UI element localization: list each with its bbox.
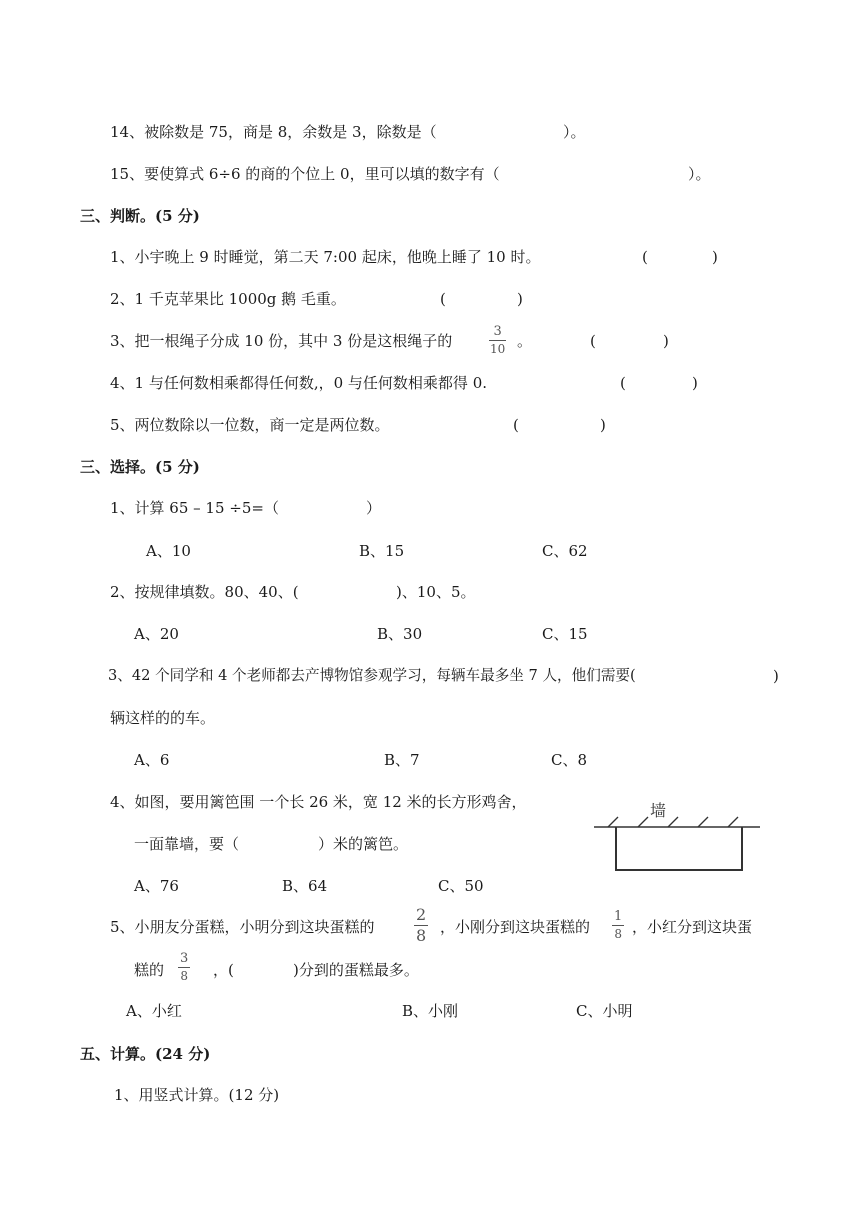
judge-q2-text: 2、1 千克苹果比 1000g 鹅 毛重。 xyxy=(110,290,346,308)
judge-q3-end: 。 xyxy=(517,332,533,350)
wall-hatch xyxy=(728,817,738,827)
judge-q5-paren-close: ) xyxy=(600,416,606,434)
fraction-denominator: 8 xyxy=(614,927,622,941)
choice-q4-option-a: A、76 xyxy=(134,877,179,895)
wall-hatch xyxy=(668,817,678,827)
choice-q2-text: 2、按规律填数。80、40、( xyxy=(110,583,299,601)
judge-q4-paren-close: ) xyxy=(692,374,698,392)
choice-q5-option-c: C、小明 xyxy=(576,1002,633,1020)
fraction-numerator: 3 xyxy=(493,324,502,339)
fraction-1-8 xyxy=(612,910,624,940)
wall-hatch xyxy=(698,817,708,827)
judge-q1-text: 1、小宇晚上 9 时睡觉，第二天 7:00 起床，他晚上睡了 10 时。 xyxy=(110,248,541,266)
fraction-bar xyxy=(612,925,624,926)
judge-q2-paren-open: ( xyxy=(440,290,446,308)
q15-close: ）。 xyxy=(688,165,711,183)
choice-q2-rest: )、10、5。 xyxy=(396,583,476,601)
choice-q2-option-a: A、20 xyxy=(134,625,179,643)
judge-q3-text: 3、把一根绳子分成 10 份，其中 3 份是这根绳子的 xyxy=(110,332,453,350)
calc-q1: 1、用竖式计算。(12 分) xyxy=(114,1086,280,1104)
q14-close: ）。 xyxy=(563,123,586,141)
wall-label: 墙 xyxy=(650,801,667,820)
choice-q3-close: ) xyxy=(773,667,779,685)
judge-q1-paren-open: ( xyxy=(642,248,648,266)
fraction-denominator: 10 xyxy=(490,342,506,356)
judge-q1-paren-close: ) xyxy=(712,248,718,266)
choice-q4-line2b: ）米的篱笆。 xyxy=(318,835,409,853)
fraction-numerator: 1 xyxy=(614,909,623,924)
calc-heading: 五、计算。(24 分) xyxy=(80,1045,211,1063)
judge-q2-paren-close: ) xyxy=(517,290,523,308)
choice-q3-line2: 辆这样的的车。 xyxy=(110,709,216,727)
fence-rectangle xyxy=(616,827,742,870)
choice-q3-option-b: B、7 xyxy=(384,751,420,769)
fraction-denominator: 8 xyxy=(180,969,188,983)
choice-q1-option-b: B、15 xyxy=(359,542,405,560)
choice-q1-option-a: A、10 xyxy=(146,542,191,560)
choice-q5-option-b: B、小刚 xyxy=(402,1002,459,1020)
judge-q3-paren-open: ( xyxy=(590,332,596,350)
choice-q4-line1: 4、如图，要用篱笆围 一个长 26 米，宽 12 米的长方形鸡舍， xyxy=(110,793,527,811)
judge-q5-text: 5、两位数除以一位数，商一定是两位数。 xyxy=(110,416,390,434)
choice-q5-line2a: 糕的 xyxy=(134,961,165,979)
fraction-bar xyxy=(489,340,506,341)
choice-q5-t1: 5、小朋友分蛋糕，小明分到这块蛋糕的 xyxy=(110,918,375,936)
wall-hatch xyxy=(608,817,618,827)
choice-q2-option-b: B、30 xyxy=(377,625,423,643)
choice-q4-option-c: C、50 xyxy=(438,877,484,895)
choice-q5-line2b: ，( xyxy=(213,961,234,979)
fraction-denominator: 8 xyxy=(416,926,427,945)
choice-q1-text: 1、计算 65 – 15 ÷5=（ xyxy=(110,499,279,517)
q15-text: 15、要使算式 6÷6 的商的个位上 0，里可以填的数字有（ xyxy=(110,165,500,183)
choice-q3-option-c: C、8 xyxy=(551,751,588,769)
fraction-numerator: 2 xyxy=(416,905,427,924)
q14-text: 14、被除数是 75，商是 8，余数是 3，除数是（ xyxy=(110,123,437,141)
fraction-bar xyxy=(178,967,190,968)
choice-q3-text: 3、42 个同学和 4 个老师都去产博物馆参观学习，每辆车最多坐 7 人，他们需要( xyxy=(108,667,636,684)
judge-q4-paren-open: ( xyxy=(620,374,626,392)
fraction-numerator: 3 xyxy=(180,951,189,966)
choice-q5-t3: ，小红分到这块蛋 xyxy=(632,918,753,936)
fraction-3-10 xyxy=(489,325,506,355)
fraction-2-8 xyxy=(414,907,428,944)
choice-q1-close: ） xyxy=(366,499,382,517)
choice-q3-option-a: A、6 xyxy=(134,751,170,769)
wall-fence-diagram xyxy=(588,790,768,876)
choice-q5-t2: ，小刚分到这块蛋糕的 xyxy=(440,918,591,936)
choice-q5-line2c: )分到的蛋糕最多。 xyxy=(293,961,419,979)
judge-q5-paren-open: ( xyxy=(513,416,519,434)
choice-q1-option-c: C、62 xyxy=(542,542,588,560)
judge-q4-text: 4、1 与任何数相乘都得任何数,，0 与任何数相乘都得 0. xyxy=(110,374,488,392)
choice-q2-option-c: C、15 xyxy=(542,625,588,643)
judge-heading: 三、判断。(5 分) xyxy=(80,207,200,225)
choice-q4-line2a: 一面靠墙，要（ xyxy=(134,835,240,853)
choice-q5-option-a: A、小红 xyxy=(126,1002,182,1020)
wall-hatch xyxy=(638,817,648,827)
choice-heading: 三、选择。(5 分) xyxy=(80,458,200,476)
choice-q4-option-b: B、64 xyxy=(282,877,328,895)
judge-q3-paren-close: ) xyxy=(663,332,669,350)
fraction-3-8 xyxy=(178,952,190,982)
